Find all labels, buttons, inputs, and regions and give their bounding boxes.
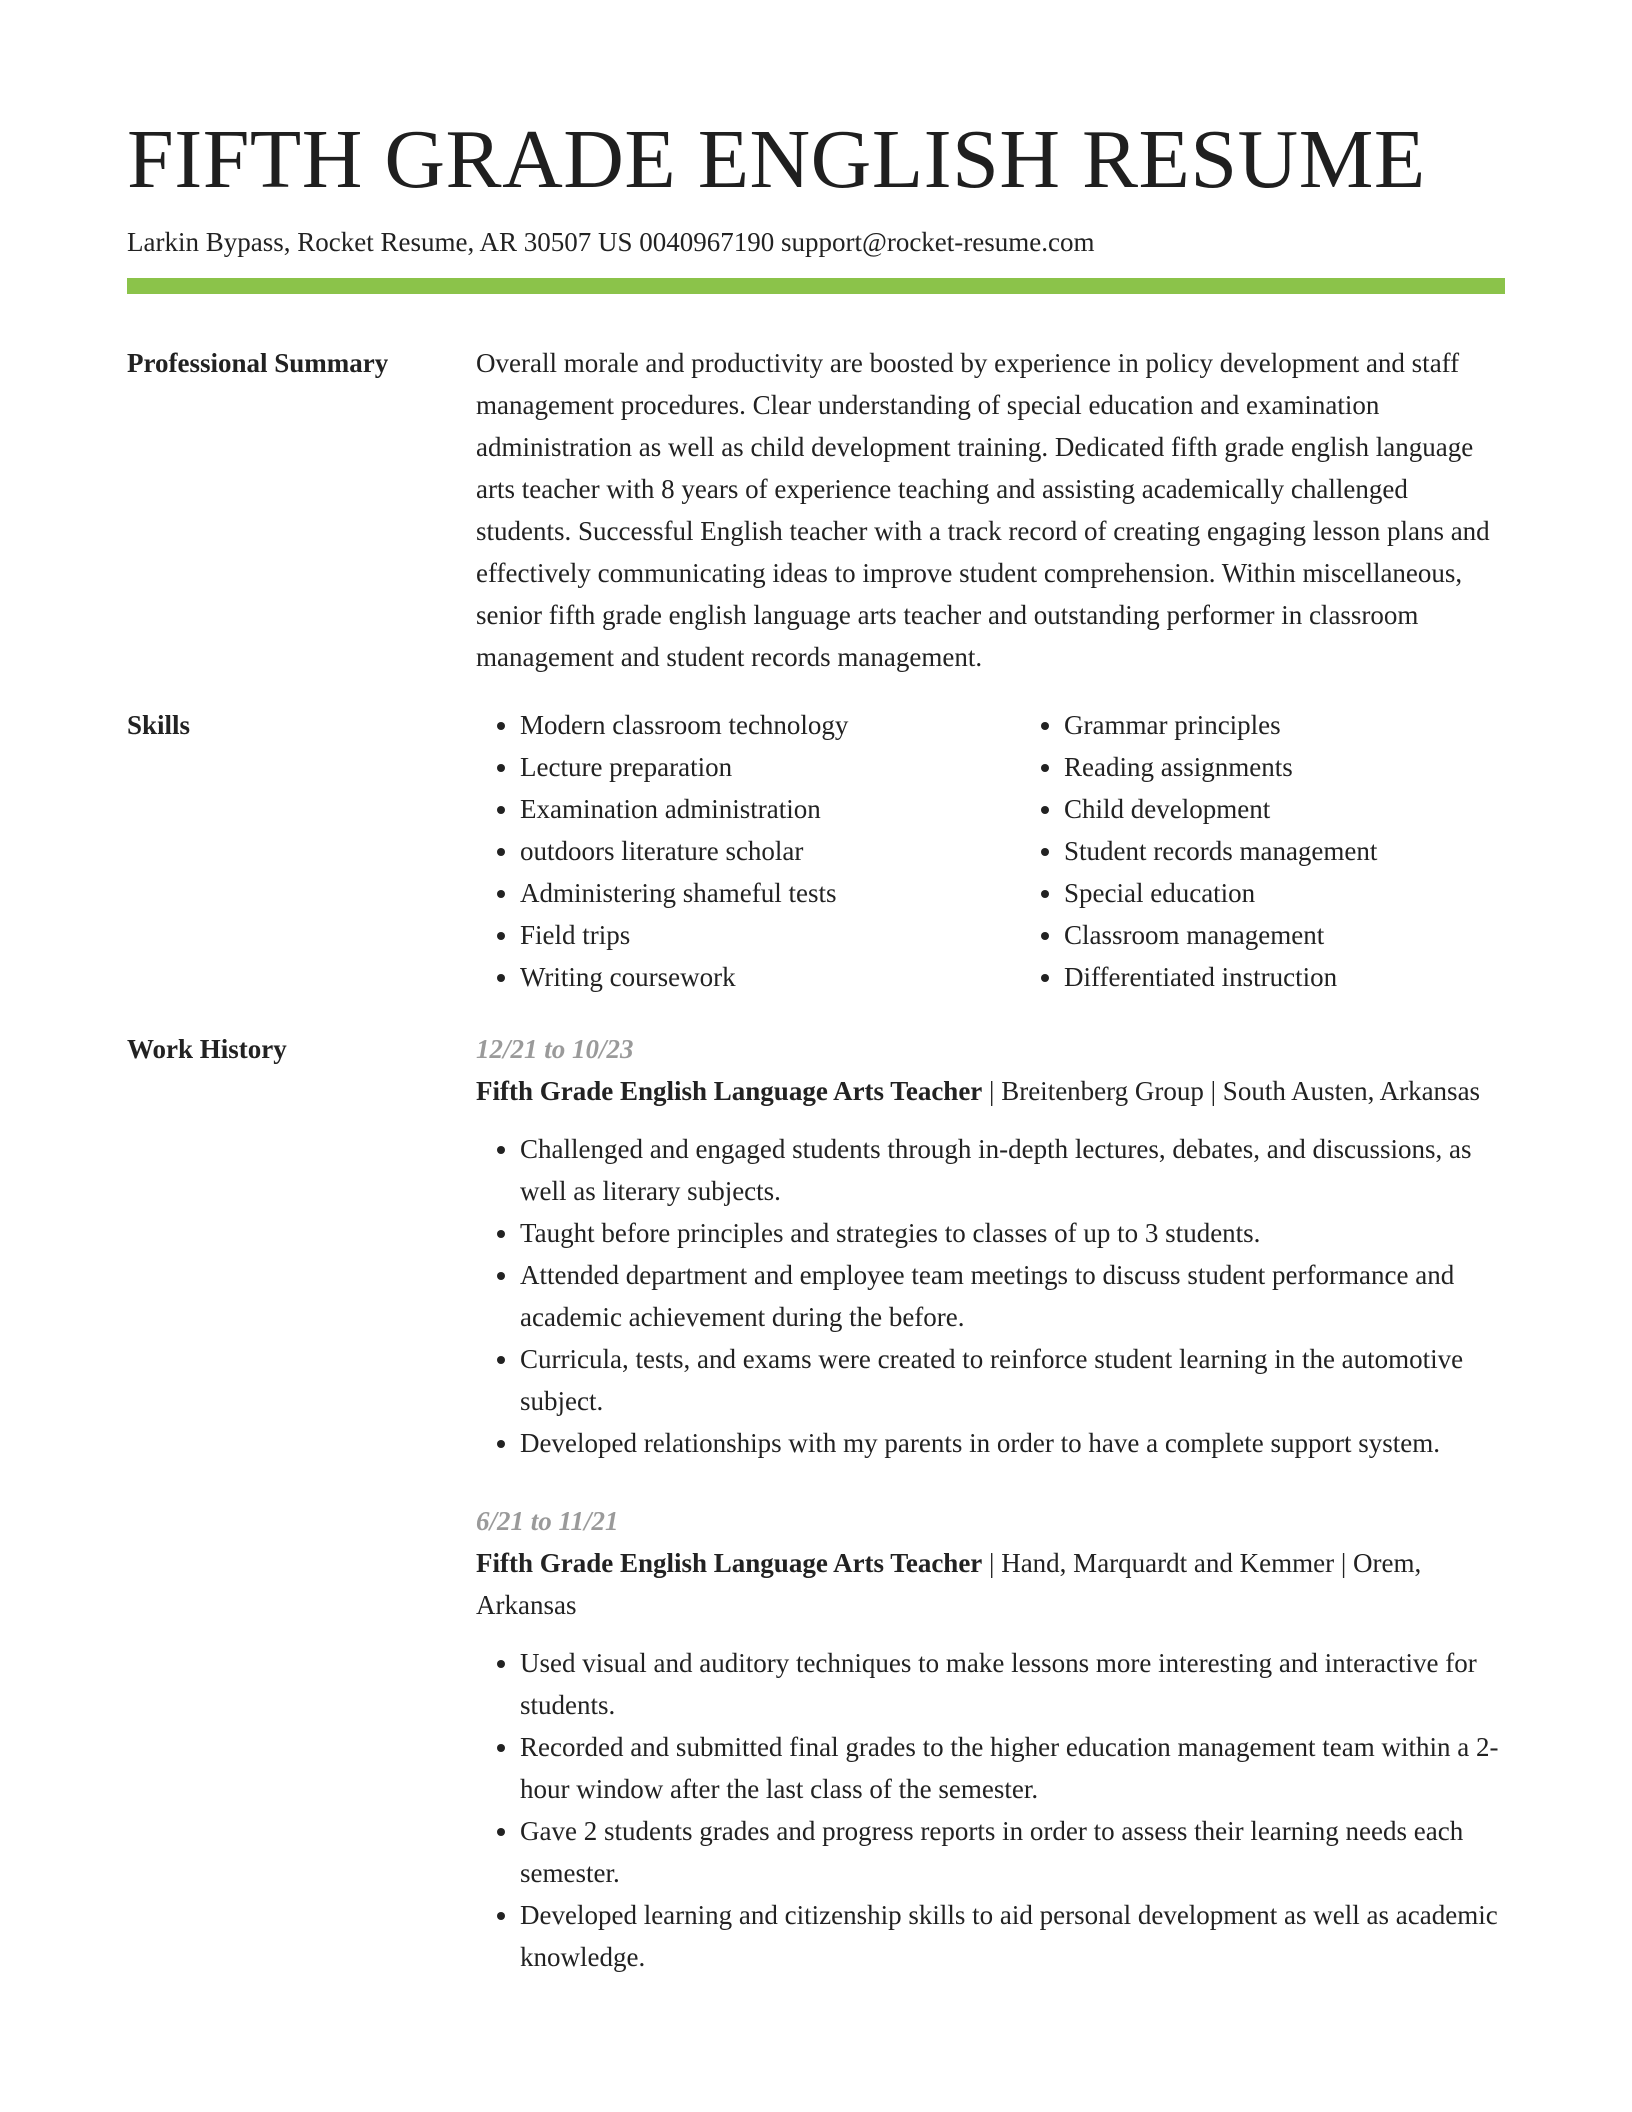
skill-item: • Writing coursework bbox=[520, 956, 1020, 998]
job-bullet: • Taught before principles and strategies to classes of up to 3 students. bbox=[520, 1212, 1505, 1254]
job-entry bbox=[476, 1028, 1505, 1464]
skill-item: • Field trips bbox=[520, 914, 1020, 956]
job-entry bbox=[476, 1500, 1505, 1978]
job-heading bbox=[476, 1070, 1505, 1112]
job-bullet: • Recorded and submitted final grades to the higher education management team within a 2-hour window after the last class of the semester. bbox=[520, 1726, 1505, 1810]
work-history-body bbox=[476, 1028, 1505, 1978]
skills-list-right bbox=[1020, 704, 1564, 998]
job-employer-location: | Hand, Marquardt and Kemmer | Orem, Arkansas bbox=[476, 1548, 1422, 1621]
section-label-skills: Skills bbox=[127, 710, 191, 741]
job-title: Fifth Grade English Language Arts Teacher bbox=[476, 1548, 983, 1579]
summary-body bbox=[476, 342, 1505, 678]
skill-item: • Differentiated instruction bbox=[1064, 956, 1564, 998]
job-dates: 6/21 to 11/21 bbox=[476, 1506, 619, 1537]
resume-title: FIFTH GRADE ENGLISH RESUME bbox=[127, 113, 1426, 206]
work-history-section bbox=[127, 1028, 1505, 1978]
job-bullet: • Challenged and engaged students through in-depth lectures, debates, and discussions, as well as literary subjects. bbox=[520, 1128, 1505, 1212]
section-label-summary: Professional Summary bbox=[127, 348, 389, 379]
skill-item: • Examination administration bbox=[520, 788, 1020, 830]
skill-item: • Modern classroom technology bbox=[520, 704, 1020, 746]
job-bullets bbox=[476, 1128, 1505, 1464]
skill-item: • Grammar principles bbox=[1064, 704, 1564, 746]
job-bullet: • Used visual and auditory techniques to make lessons more interesting and interactive for students. bbox=[520, 1642, 1505, 1726]
skill-item: • outdoors literature scholar bbox=[520, 830, 1020, 872]
skill-item: • Reading assignments bbox=[1064, 746, 1564, 788]
job-dates: 12/21 to 10/23 bbox=[476, 1034, 634, 1065]
job-bullet: • Developed learning and citizenship skills to aid personal development as well as academic knowledge. bbox=[520, 1894, 1505, 1978]
job-bullet: • Gave 2 students grades and progress reports in order to assess their learning needs each semester. bbox=[520, 1810, 1505, 1894]
accent-divider bbox=[127, 278, 1505, 294]
skill-item: • Administering shameful tests bbox=[520, 872, 1020, 914]
skill-item: • Lecture preparation bbox=[520, 746, 1020, 788]
job-bullets bbox=[476, 1642, 1505, 1978]
skill-item: • Child development bbox=[1064, 788, 1564, 830]
job-bullet: • Curricula, tests, and exams were created to reinforce student learning in the automotive subject. bbox=[520, 1338, 1505, 1422]
job-employer-location: | Breitenberg Group | South Austen, Arkansas bbox=[982, 1076, 1481, 1107]
job-heading bbox=[476, 1542, 1505, 1626]
job-title: Fifth Grade English Language Arts Teacher bbox=[476, 1076, 983, 1107]
job-bullet: • Developed relationships with my parents in order to have a complete support system. bbox=[520, 1422, 1505, 1464]
job-bullet: • Attended department and employee team meetings to discuss student performance and academic achievement during the before. bbox=[520, 1254, 1505, 1338]
section-label-work-history: Work History bbox=[127, 1034, 287, 1065]
skills-list-left bbox=[476, 704, 1020, 998]
contact-line: Larkin Bypass, Rocket Resume, AR 30507 US 0040967190 support@rocket-resume.com bbox=[127, 227, 1095, 257]
skill-item: • Special education bbox=[1064, 872, 1564, 914]
skill-item: • Classroom management bbox=[1064, 914, 1564, 956]
skills-section bbox=[127, 704, 1505, 998]
skill-item: • Student records management bbox=[1064, 830, 1564, 872]
summary-section bbox=[127, 342, 1505, 678]
skills-body bbox=[476, 704, 1564, 998]
summary-text: Overall morale and productivity are boosted by experience in policy development and staff management procedures. Clear understanding of special education and examination administration as well as child development training. Dedicated fifth grade english language arts teacher with 8 years of experience teaching and assisting academically challenged students. Successful English teacher with a track record of creating engaging lesson plans and effectively communicating ideas to improve student comprehension. Within miscellaneous, senior fifth grade english language arts teacher and outstanding performer in classroom management and student records management. bbox=[476, 348, 1490, 673]
